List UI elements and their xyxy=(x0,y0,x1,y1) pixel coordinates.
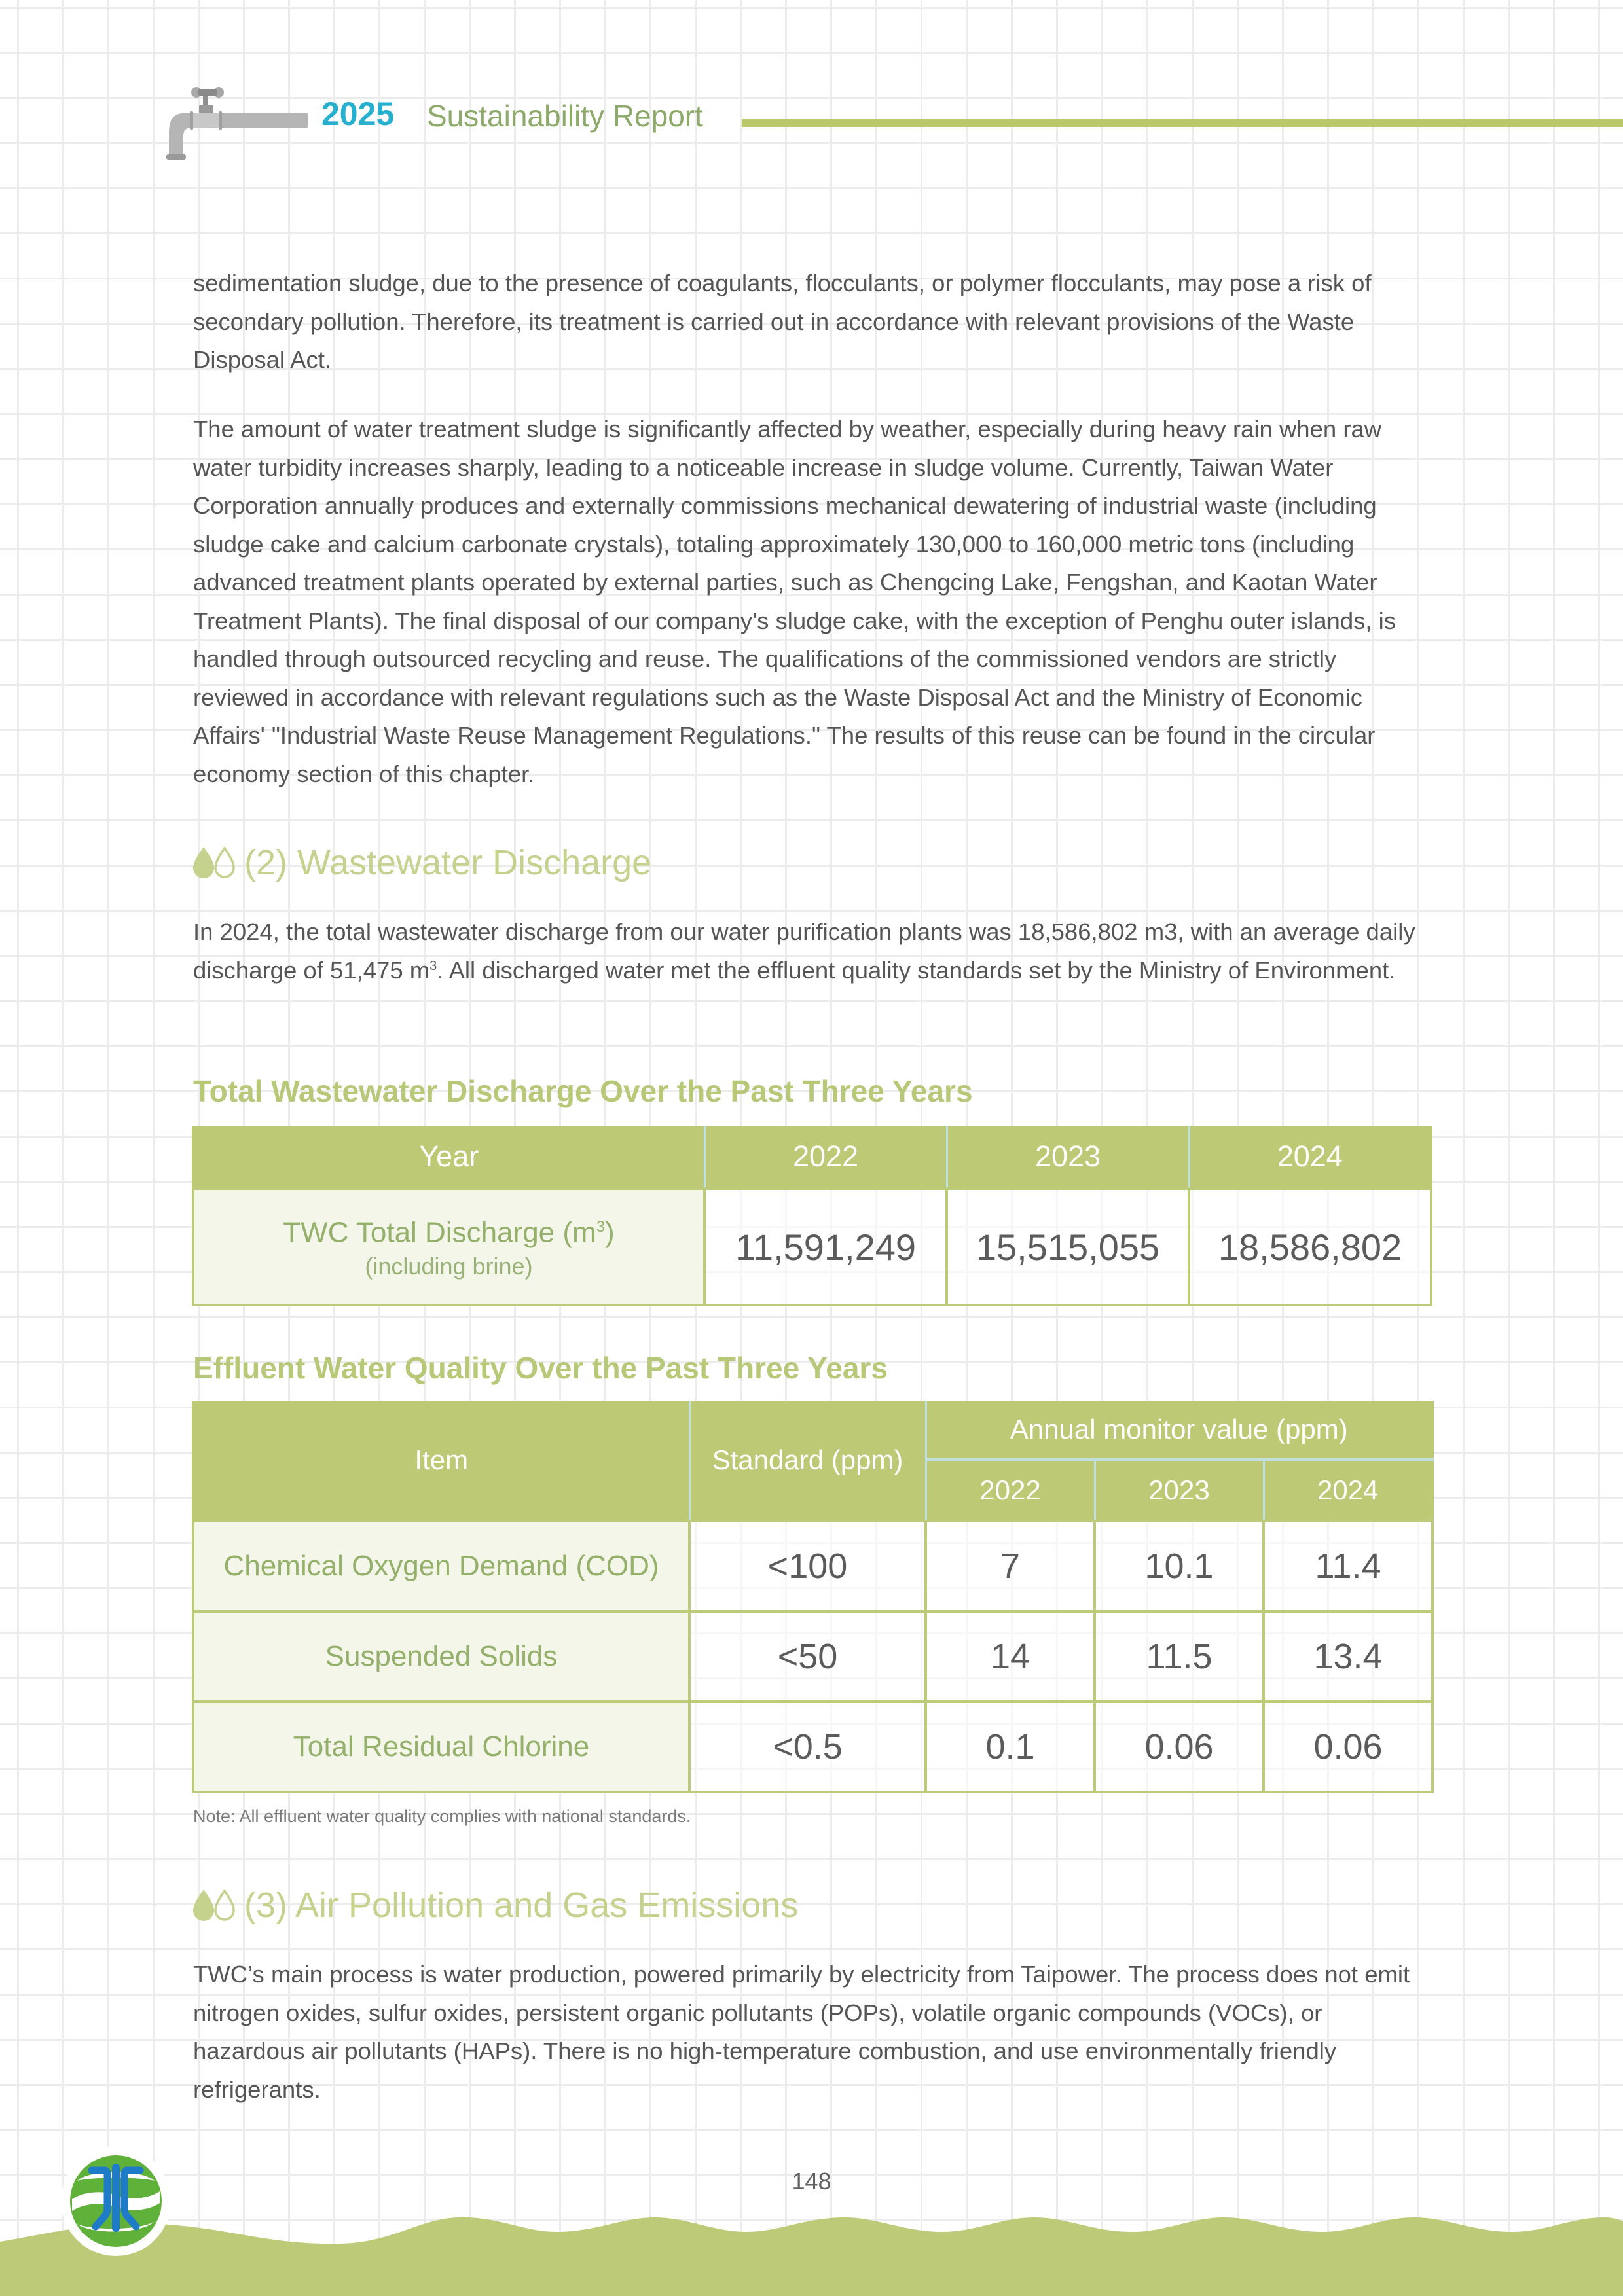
twc-logo xyxy=(58,2143,174,2259)
label-text: TWC Total Discharge (m xyxy=(283,1216,596,1249)
value-ss-2023: 11.5 xyxy=(1095,1611,1264,1702)
table-title-discharge: Total Wastewater Discharge Over the Past Three Years xyxy=(193,1074,973,1108)
water-drops-icon xyxy=(192,1888,239,1922)
header-rule xyxy=(742,119,1623,127)
item-cod: Chemical Oxygen Demand (COD) xyxy=(193,1521,689,1611)
section-heading-air-pollution xyxy=(192,1882,798,1928)
table-row xyxy=(193,1521,1432,1611)
header-standard: Standard (ppm) xyxy=(689,1401,926,1521)
discharge-text-cont: . All discharged water met the effluent quality standards set by the Ministry of Environment. xyxy=(437,956,1396,984)
standard-residual-chlorine: <0.5 xyxy=(689,1702,926,1792)
faucet-icon xyxy=(157,84,314,162)
header-2022: 2022 xyxy=(926,1460,1095,1521)
superscript: 3 xyxy=(596,1217,606,1236)
header-2023: 2023 xyxy=(1095,1460,1264,1521)
table-note: Note: All effluent water quality complies with national standards. xyxy=(193,1806,691,1826)
water-drops-icon xyxy=(192,846,239,880)
value-cl-2022: 0.1 xyxy=(926,1702,1095,1792)
section-heading-text: (2) Wastewater Discharge xyxy=(244,843,652,882)
paragraph-sludge-pollution: sedimentation sludge, due to the presence of coagulants, flocculants, or polymer flocculants, may pose a risk of secondary pollution. Therefore, its treatment is carried out in accordance with relevant provisions of the Waste Disposal Act. xyxy=(193,270,1372,373)
item-residual-chlorine: Total Residual Chlorine xyxy=(193,1702,689,1792)
section-heading-text: (3) Air Pollution and Gas Emissions xyxy=(244,1886,799,1925)
header-2024: 2024 xyxy=(1264,1460,1432,1521)
value-2022: 11,591,249 xyxy=(704,1189,947,1305)
value-2024: 18,586,802 xyxy=(1189,1189,1431,1305)
row-sublabel: (including brine) xyxy=(365,1253,533,1280)
table-row xyxy=(193,1611,1432,1702)
paragraph-sludge-volume: The amount of water treatment sludge is significantly affected by weather, especially during heavy rain when raw water turbidity increases sharply, leading to a noticeable increase in sludge volume. Currently, Taiwan Water Corporation annually produces and externally commissions mechanical dewatering of industrial waste (including sludge cake and calcium carbonate crystals), totaling approximately 130,000 to 160,000 metric tons (including advanced treatment plants operated by external parties, such as Chengcing Lake, Fengshan, and Kaotan Water Treatment Plants). The final disposal of our company's sludge cake, with the exception of Penghu outer islands, is handled through outsourced recycling and reuse. The qualifications of the commissioned vendors are strictly reviewed in accordance with relevant regulations such as the Waste Disposal Act and the Ministry of Economic Affairs' "Industrial Waste Reuse Management Regulations." The results of this reuse can be found in the circular economy section of this chapter. xyxy=(193,416,1396,787)
value-ss-2022: 14 xyxy=(926,1611,1095,1702)
header-2024: 2024 xyxy=(1189,1126,1431,1189)
header-2022: 2022 xyxy=(704,1126,947,1189)
report-title: Sustainability Report xyxy=(427,99,703,133)
row-label-total-discharge xyxy=(193,1189,704,1305)
page-number: 148 xyxy=(792,2168,831,2195)
table-row xyxy=(193,1702,1432,1792)
standard-suspended-solids: <50 xyxy=(689,1611,926,1702)
table-row xyxy=(193,1189,1431,1305)
header-item: Item xyxy=(193,1401,689,1521)
table-title-effluent: Effluent Water Quality Over the Past Three Years xyxy=(193,1351,888,1385)
superscript: 3 xyxy=(429,958,437,973)
section-heading-wastewater xyxy=(192,840,651,886)
value-cl-2023: 0.06 xyxy=(1095,1702,1264,1792)
header-year: Year xyxy=(193,1126,704,1189)
value-cod-2024: 11.4 xyxy=(1264,1521,1432,1611)
item-suspended-solids: Suspended Solids xyxy=(193,1611,689,1702)
discharge-table xyxy=(192,1126,1432,1306)
report-year: 2025 xyxy=(321,96,395,132)
paragraph-wastewater-discharge xyxy=(193,913,1431,990)
value-2023: 15,515,055 xyxy=(947,1189,1189,1305)
paragraph-air-pollution: TWC’s main process is water production, powered primarily by electricity from Taipower. The process does not emit nitrogen oxides, sulfur oxides, persistent organic pollutants (POPs), volatile organic compounds (VOCs), or hazardous air pollutants (HAPs). There is no high-temperature combustion, and use environmentally friendly refrigerants. xyxy=(193,1961,1410,2103)
value-ss-2024: 13.4 xyxy=(1264,1611,1432,1702)
effluent-quality-table xyxy=(192,1401,1434,1793)
header-annual-monitor: Annual monitor value (ppm) xyxy=(926,1401,1432,1460)
discharge-text: In 2024, the total wastewater discharge from our water purification plants was 18,586,802 m3, with an average daily discharge of 51,475 m xyxy=(193,918,1415,984)
header-2023: 2023 xyxy=(947,1126,1189,1189)
footer-wave xyxy=(0,2179,1623,2296)
value-cod-2022: 7 xyxy=(926,1521,1095,1611)
standard-cod: <100 xyxy=(689,1521,926,1611)
label-text-close: ) xyxy=(605,1216,615,1249)
value-cl-2024: 0.06 xyxy=(1264,1702,1432,1792)
value-cod-2023: 10.1 xyxy=(1095,1521,1264,1611)
